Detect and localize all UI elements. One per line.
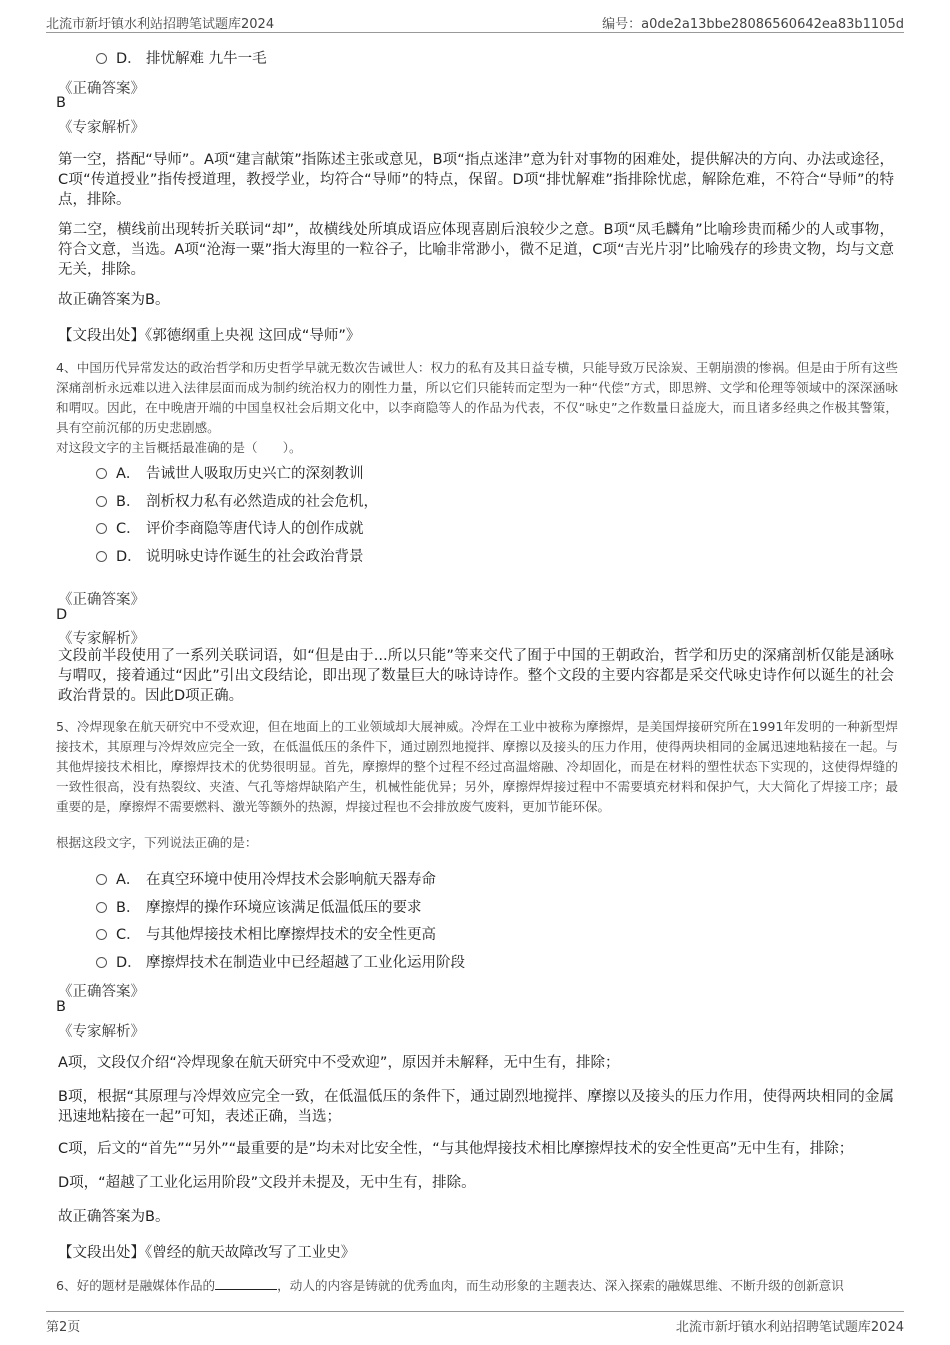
answer-value: B	[56, 999, 66, 1015]
answer-label: 《正确答案》	[58, 984, 145, 1000]
page-number: 第2页	[46, 1320, 81, 1335]
header-doc-id: 编号：a0de2a13bbe28086560642ea83b1105d	[602, 17, 904, 32]
radio-icon[interactable]	[96, 523, 107, 534]
source-citation: 【文段出处】《郭德纲重上央视 这回成“导师”》	[58, 328, 361, 344]
q5-option-c[interactable]: C． 与其他焊接技术相比摩擦焊技术的安全性更高	[96, 923, 436, 944]
radio-icon[interactable]	[96, 468, 107, 479]
answer-label: 《正确答案》	[58, 81, 145, 97]
q5-option-d[interactable]: D． 摩擦焊技术在制造业中已经超越了工业化运用阶段	[96, 951, 465, 972]
header-title: 北流市新圩镇水利站招聘笔试题库2024	[46, 17, 275, 32]
analysis-paragraph: 第二空，横线前出现转折关联词“却”，故横线处所填成语应体现喜剧后浪较少之意。B项“凤毛麟角”比喻珍贵而稀少的人或事物，符合文意，当选。A项“沧海一粟”指大海里的一粒谷子，比喻非常渺小，微不足道，C项“吉光片羽”比喻残存的珍贵文物，均与文意无关，排除。	[58, 222, 894, 278]
analysis-item-a: A项，文段仅介绍“冷焊现象在航天研究中不受欢迎”，原因并未解释，无中生有，排除；	[58, 1055, 620, 1071]
analysis-label: 《专家解析》	[58, 120, 145, 136]
analysis-item-b: B项，根据“其原理与冷焊效应完全一致，在低温低压的条件下，通过剧烈地搅拌、摩擦以及接头的压力作用，使得两块相同的金属迅速地粘接在一起”可知，表述正确，当选；	[58, 1089, 894, 1125]
q4-option-d[interactable]: D． 说明咏史诗作诞生的社会政治背景	[96, 545, 364, 566]
page-header	[46, 10, 904, 33]
radio-icon[interactable]	[96, 53, 107, 64]
answer-value: B	[56, 95, 66, 111]
analysis-item-c: C项，后文的“首先”“另外”“最重要的是”均未对比安全性，“与其他焊接技术相比摩擦焊技术的安全性更高”无中生有，排除；	[58, 1141, 854, 1157]
q3-option-d[interactable]: D． 排忧解难 九牛一毛	[96, 47, 267, 68]
analysis-paragraph: 第一空，搭配“导师”。A项“建言献策”指陈述主张或意见，B项“指点迷津”意为针对事物的困难处，提供解决的方向、办法或途径，C项“传道授业”指传授道理，教授学业，均符合“导师”的特点，保留。D项“排忧解难”指排除忧虑，解除危难，不符合“导师”的特点，排除。	[58, 152, 894, 208]
q5-option-a[interactable]: A． 在真空环境中使用冷焊技术会影响航天器寿命	[96, 868, 436, 889]
analysis-conclusion: 故正确答案为B。	[58, 1209, 170, 1225]
q4-option-b[interactable]: B． 剖析权力私有必然造成的社会危机，	[96, 490, 378, 511]
question-stem: 5、冷焊现象在航天研究中不受欢迎，但在地面上的工业领域却大展神威。冷焊在工业中被称为摩擦焊，是美国焊接研究所在1991年发明的一种新型焊接技术，其原理与冷焊效应完全一致，在低温低压的条件下，通过剧烈地搅拌、摩擦以及接头的压力作用，使得两块相同的金属迅速地粘接在一起。与其他焊接技术相比，摩擦焊技术的优势很明显。首先，摩擦焊的整个过程不经过高温熔融、冷却固化，而是在材料的塑性状态下实现的，这使得焊缝的一致性很高，没有热裂纹、夹渣、气孔等熔焊缺陷产生，机械性能优异；另外，摩擦焊焊接过程中不需要填充材料和保护气，大大简化了焊接工序；最重要的是，摩擦焊不需要燃料、激光等额外的热源，焊接过程也不会排放废气废料，更加节能环保。	[56, 719, 898, 814]
analysis-paragraph: 文段前半段使用了一系列关联词语，如“但是由于...所以只能”等来交代了囿于中国的王朝政治，哲学和历史的深痛剖析仅能是涵咏与喟叹，接着通过“因此”引出文段结论，即出现了数量巨大的咏诗诗作。整个文段的主要内容都是采交代咏史诗作何以诞生的社会政治背景的。因此D项正确。	[58, 648, 894, 704]
answer-label: 《正确答案》	[58, 592, 145, 608]
radio-icon[interactable]	[96, 551, 107, 562]
fill-blank[interactable]	[215, 1275, 277, 1290]
analysis-conclusion: 故正确答案为B。	[58, 292, 170, 308]
radio-icon[interactable]	[96, 496, 107, 507]
question-stem: 6、好的题材是融媒体作品的 ，动人的内容是铸就的优秀血肉，而生动形象的主题表达、深入探索的融媒思维、不断升级的创新意识	[56, 1275, 898, 1296]
answer-value: D	[56, 607, 68, 623]
analysis-label: 《专家解析》	[58, 631, 145, 647]
question-stem: 4、中国历代异常发达的政治哲学和历史哲学早就无数次告诫世人：权力的私有及其日益专横，只能导致万民涂炭、王朝崩溃的惨祸。但是由于所有这些深痛剖析永远难以进入法律层面而成为制约统治权力的刚性力量，所以它们只能转而定型为一种“代偿”方式，即思辨、文学和伦理等领域中的深深涵咏和喟叹。因此，在中晚唐开端的中国皇权社会后期文化中，以李商隐等人的作品为代表，不仅“咏史”之作数量日益庞大，而且诸多经典之作极其警策，具有空前沉郁的历史悲剧感。	[56, 360, 898, 435]
q4-option-a[interactable]: A． 告诫世人吸取历史兴亡的深刻教训	[96, 462, 364, 483]
question-prompt: 对这段文字的主旨概括最准确的是（ ）。	[56, 440, 302, 455]
radio-icon[interactable]	[96, 957, 107, 968]
page-footer	[46, 1311, 904, 1334]
analysis-label: 《专家解析》	[58, 1024, 145, 1040]
source-citation: 【文段出处】《曾经的航天故障改写了工业史》	[58, 1245, 356, 1261]
footer-title: 北流市新圩镇水利站招聘笔试题库2024	[675, 1320, 904, 1335]
analysis-item-d: D项，“超越了工业化运用阶段”文段并未提及，无中生有，排除。	[58, 1175, 476, 1191]
radio-icon[interactable]	[96, 929, 107, 940]
radio-icon[interactable]	[96, 902, 107, 913]
q5-option-b[interactable]: B． 摩擦焊的操作环境应该满足低温低压的要求	[96, 896, 422, 917]
radio-icon[interactable]	[96, 874, 107, 885]
q4-option-c[interactable]: C． 评价李商隐等唐代诗人的创作成就	[96, 517, 364, 538]
question-prompt: 根据这段文字，下列说法正确的是：	[56, 835, 258, 850]
